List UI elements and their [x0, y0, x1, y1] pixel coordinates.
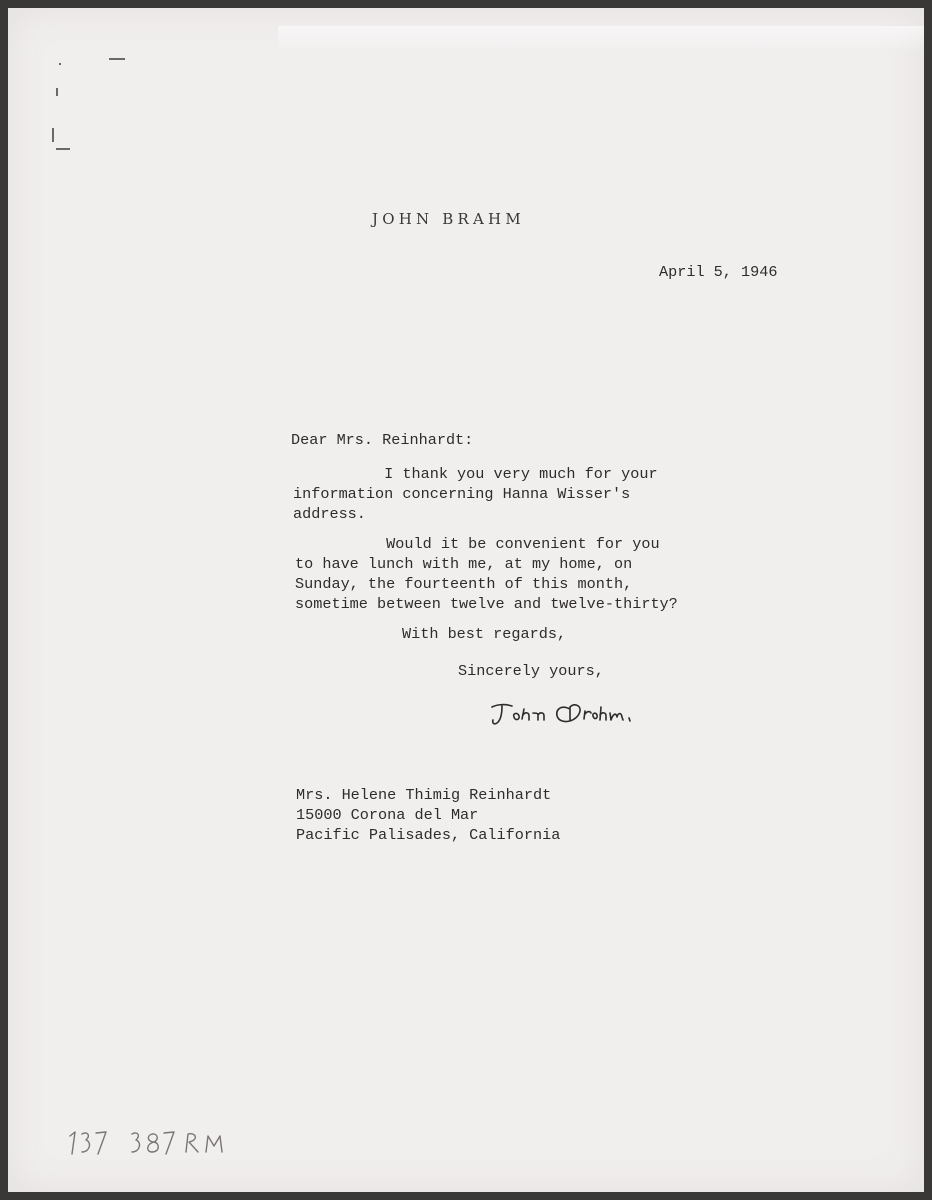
address-line: Mrs. Helene Thimig Reinhardt	[296, 786, 552, 804]
regards-line: With best regards,	[402, 625, 567, 643]
address-line: 15000 Corona del Mar	[296, 806, 479, 824]
body-line: information concerning Hanna Wisser's	[293, 485, 631, 503]
salutation: Dear Mrs. Reinhardt:	[291, 431, 474, 449]
address-line: Pacific Palisades, California	[296, 826, 561, 844]
margin-mark	[56, 88, 58, 96]
body-paragraph-2	[295, 534, 678, 614]
body-line: Would it be convenient for you	[295, 535, 660, 553]
margin-mark	[59, 63, 61, 65]
body-paragraph-1	[293, 464, 658, 524]
archive-pencil-note	[66, 1122, 266, 1158]
margin-mark	[109, 58, 125, 60]
body-line: Sunday, the fourteenth of this month,	[295, 575, 633, 593]
letter-date: April 5, 1946	[659, 263, 778, 281]
closing-line: Sincerely yours,	[458, 662, 604, 680]
body-line: sometime between twelve and twelve-thirty?	[295, 595, 678, 613]
margin-mark	[56, 148, 70, 150]
recipient-address	[296, 785, 560, 845]
body-line: I thank you very much for your	[293, 465, 658, 483]
body-line: address.	[293, 505, 366, 523]
margin-mark	[52, 128, 54, 142]
handwritten-signature	[488, 695, 698, 735]
paper-top-edge	[278, 26, 924, 52]
body-line: to have lunch with me, at my home, on	[295, 555, 633, 573]
letterhead: JOHN BRAHM	[372, 210, 525, 228]
